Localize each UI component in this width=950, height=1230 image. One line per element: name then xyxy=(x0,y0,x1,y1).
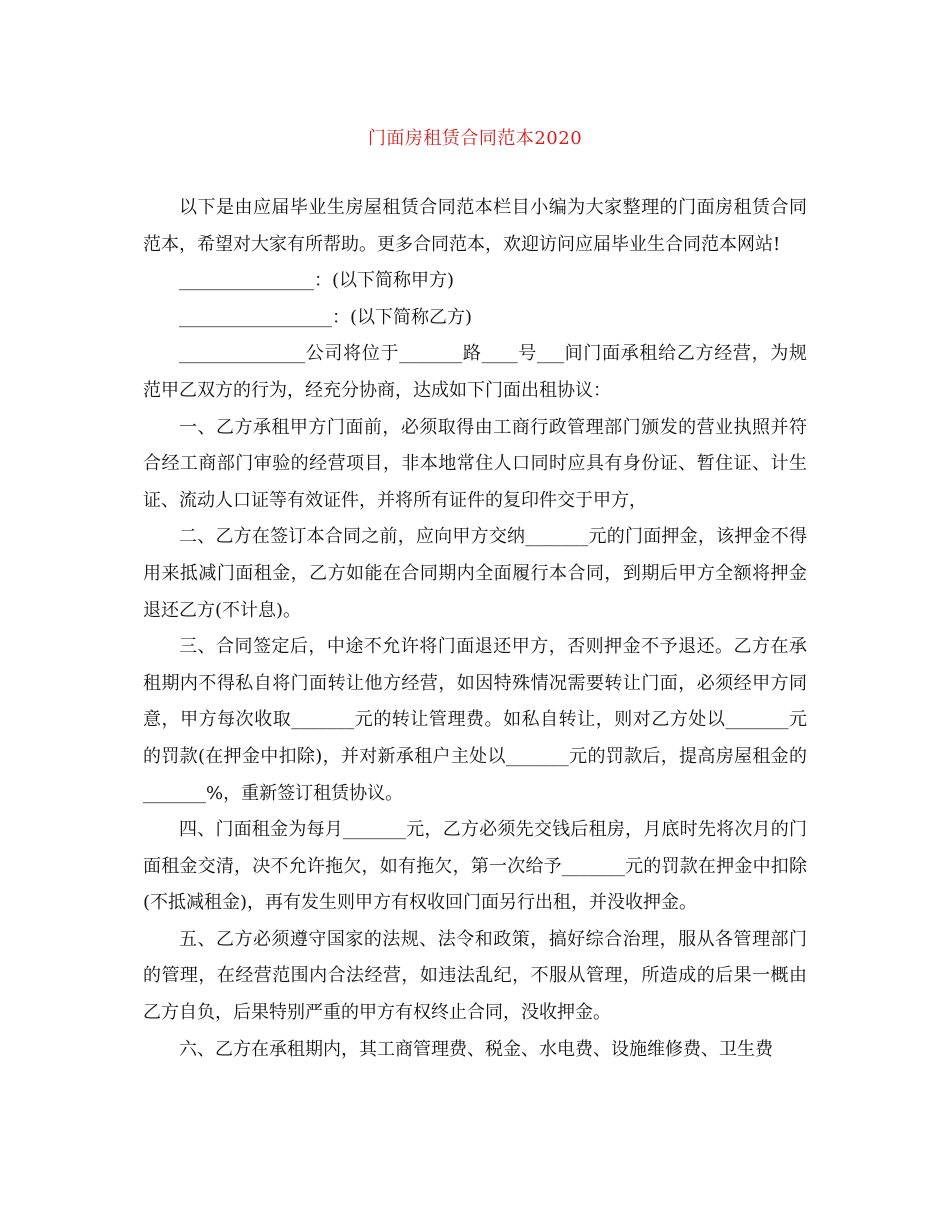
document-title: 门面房租赁合同范本2020 xyxy=(367,128,583,149)
paragraph-intro: 以下是由应届毕业生房屋租赁合同范本栏目小编为大家整理的门面房租赁合同范本，希望对大家有所帮助。更多合同范本，欢迎访问应届毕业生合同范本网站! xyxy=(143,197,807,255)
document-body xyxy=(143,190,807,1068)
paragraph-preamble: ______________公司将位于_______路____号___间门面承租给乙方经营，为规范甲乙双方的行为，经充分协商，达成如下门面出租协议： xyxy=(143,343,807,401)
paragraph-party-a: _______________：(以下简称甲方) xyxy=(179,270,455,292)
paragraph-clause-3: 三、合同签定后，中途不允许将门面退还甲方，否则押金不予退还。乙方在承租期内不得私自将门面转让他方经营，如因特殊情况需要转让门面，必须经甲方同意，甲方每次收取_______元的转让管理费。如私自转让，则对乙方处以_______元的罚款(在押金中扣除)，并对新承租户主处以_______元的罚款后，提高房屋租金的_______%，重新签订租赁协议。 xyxy=(143,636,807,804)
paragraph-party-b: _________________：(以下简称乙方) xyxy=(179,306,473,328)
paragraph-clause-6: 六、乙方在承租期内，其工商管理费、税金、水电费、设施维修费、卫生费 xyxy=(179,1038,773,1060)
paragraph-clause-2: 二、乙方在签订本合同之前，应向甲方交纳_______元的门面押金，该押金不得用来抵减门面租金，乙方如能在合同期内全面履行本合同，到期后甲方全额将押金退还乙方(不计息)。 xyxy=(143,526,807,621)
paragraph-clause-5: 五、乙方必须遵守国家的法规、法令和政策，搞好综合治理，服从各管理部门的管理，在经营范围内合法经营，如违法乱纪，不服从管理，所造成的后果一概由乙方自负，后果特别严重的甲方有权终止合同，没收押金。 xyxy=(143,928,807,1024)
paragraph-clause-1: 一、乙方承租甲方门面前，必须取得由工商行政管理部门颁发的营业执照并符合经工商部门审验的经营项目，非本地常住人口同时应具有身份证、暂住证、计生证、流动人口证等有效证件，并将所有证件的复印件交于甲方， xyxy=(143,416,807,511)
paragraph-clause-4: 四、门面租金为每月_______元，乙方必须先交钱后租房，月底时先将次月的门面租金交清，决不允许拖欠，如有拖欠，第一次给予_______元的罚款在押金中扣除(不抵减租金)，再有发生则甲方有权收回门面另行出租，并没收押金。 xyxy=(143,819,807,914)
